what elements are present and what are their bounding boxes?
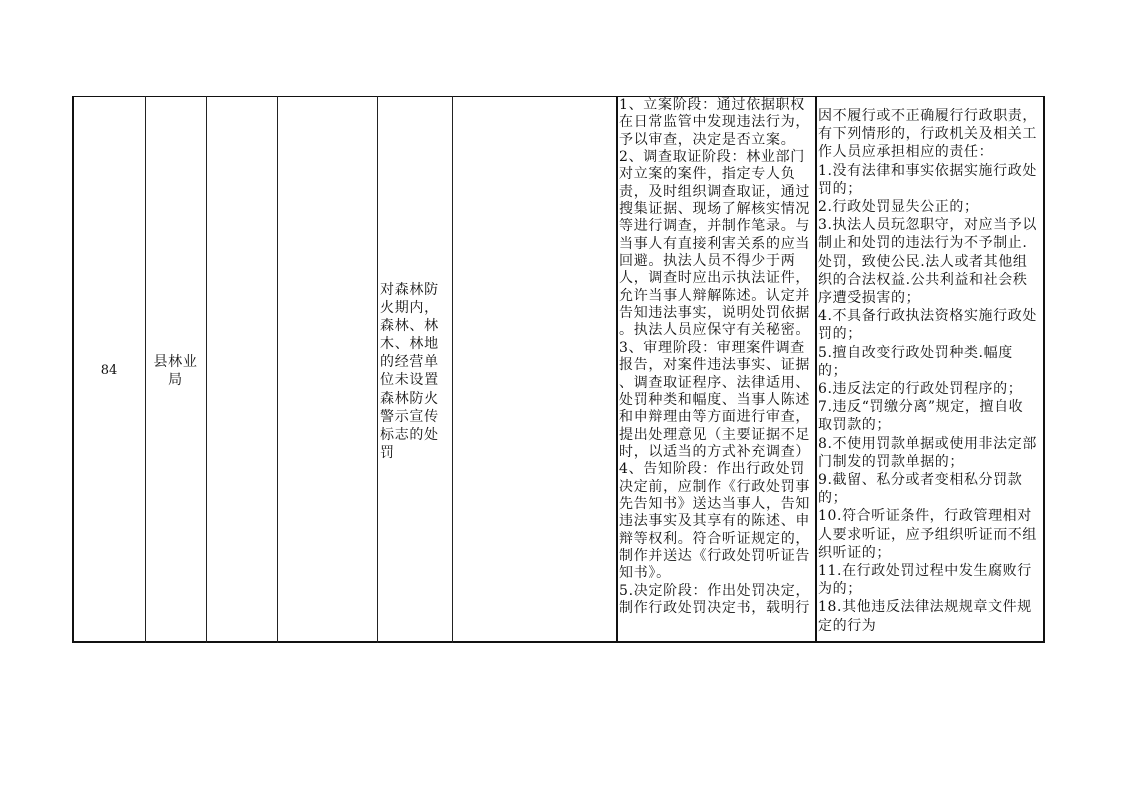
procedure-line: 决定前，应制作《行政处罚事 bbox=[619, 478, 811, 495]
procedure-line: 在日常监管中发现违法行为， bbox=[619, 114, 811, 131]
responsibility-line: 定的行为 bbox=[818, 617, 877, 634]
responsibility-line: 门制发的罚款单据的； bbox=[818, 453, 964, 470]
department-cell bbox=[146, 353, 205, 389]
responsibility-line: 取罚款的； bbox=[818, 417, 891, 434]
procedure-line: 时，以适当的方式补充调查） bbox=[619, 443, 811, 460]
procedure-line: 责，及时组织调查取证，通过 bbox=[619, 183, 811, 200]
row-number-cell: 84 bbox=[100, 363, 118, 378]
column-divider bbox=[815, 96, 817, 643]
procedure-line: 制作并送达《行政处罚听证告 bbox=[619, 547, 811, 564]
violation-item-line: 对森林防 bbox=[380, 282, 439, 298]
procedure-line: 。执法人员应保守有关秘密。 bbox=[619, 322, 811, 339]
procedure-line: 处罚种类和幅度、当事人陈述 bbox=[619, 391, 811, 408]
responsibility-line: 织的合法权益.公共利益和社会秩 bbox=[818, 271, 1028, 288]
column-divider bbox=[377, 96, 378, 643]
procedure-line: 2、调查取证阶段：林业部门 bbox=[619, 149, 806, 166]
column-divider bbox=[206, 96, 207, 643]
responsibility-line: 罚的； bbox=[818, 180, 862, 197]
responsibility-line: 5.擅自改变行政处罚种类.幅度 bbox=[818, 344, 1013, 361]
procedure-line: 报告，对案件违法事实、证据 bbox=[619, 357, 811, 374]
responsibility-line: 1.没有法律和事实依据实施行政处 bbox=[818, 162, 1037, 179]
responsibility-line: 的； bbox=[818, 490, 848, 507]
violation-item-line: 森林、林 bbox=[380, 318, 439, 335]
responsibility-line: 8.不使用罚款单据或使用非法定部 bbox=[818, 435, 1037, 452]
responsibility-line: 10.符合听证条件，行政管理相对 bbox=[818, 508, 1032, 525]
department-line: 局 bbox=[168, 372, 183, 388]
violation-item-line: 警示宣传 bbox=[380, 408, 439, 425]
procedure-line: 、调查取证程序、法律适用、 bbox=[619, 374, 811, 391]
violation-item-line: 标志的处 bbox=[380, 426, 439, 443]
responsibility-line: 11.在行政处罚过程中发生腐败行 bbox=[818, 563, 1032, 580]
responsibility-line: 18.其他违反法律法规规章文件规 bbox=[818, 599, 1032, 616]
responsibility-line: 作人员应承担相应的责任： bbox=[818, 144, 994, 161]
column-divider bbox=[277, 96, 278, 643]
procedure-line: 先告知书》送达当事人，告知 bbox=[619, 495, 811, 512]
procedure-line: 提出处理意见（主要证据不足 bbox=[619, 426, 811, 443]
procedure-line: 辩等权利。符合听证规定的， bbox=[619, 530, 811, 547]
responsibility-line: 罚的； bbox=[818, 326, 862, 343]
procedure-cell bbox=[619, 97, 814, 642]
violation-item-cell bbox=[380, 281, 451, 462]
procedure-line: 4、告知阶段：作出行政处罚 bbox=[619, 461, 806, 478]
responsibility-line: 人要求听证，应予组织听证而不组 bbox=[818, 526, 1037, 543]
procedure-line: 5.决定阶段：作出处罚决定， bbox=[619, 582, 811, 599]
procedure-line: 允许当事人辩解陈述。认定并 bbox=[619, 287, 811, 304]
procedure-line: 违法事实及其享有的陈述、申 bbox=[619, 513, 811, 530]
procedure-line: 制作行政处罚决定书，载明行 bbox=[619, 599, 811, 616]
procedure-line: 和申辩理由等方面进行审查， bbox=[619, 409, 811, 426]
responsibility-line: 处罚，致使公民.法人或者其他组 bbox=[818, 253, 1028, 270]
responsibility-line: 织听证的； bbox=[818, 544, 891, 561]
procedure-line: 予以审查，决定是否立案。 bbox=[619, 131, 796, 148]
responsibility-line: 2.行政处罚显失公正的； bbox=[818, 199, 979, 216]
procedure-line: 人，调查时应出示执法证件， bbox=[619, 270, 811, 287]
responsibility-cell bbox=[818, 107, 1043, 642]
procedure-line: 告知违法事实，说明处罚依据 bbox=[619, 305, 811, 322]
procedure-line: 等进行调查，并制作笔录。与 bbox=[619, 218, 811, 235]
responsibility-line: 的； bbox=[818, 362, 848, 379]
responsibility-line: 3.执法人员玩忽职守，对应当予以 bbox=[818, 217, 1037, 234]
procedure-line: 对立案的案件，指定专人负 bbox=[619, 166, 796, 183]
responsibility-line: 序遭受损害的； bbox=[818, 290, 921, 307]
violation-item-line: 木、林地 bbox=[380, 336, 439, 353]
column-divider bbox=[616, 96, 618, 643]
responsibility-line: 6.违反法定的行政处罚程序的； bbox=[818, 381, 1023, 398]
responsibility-line: 为的； bbox=[818, 581, 862, 598]
responsibility-line: 因不履行或不正确履行行政职责， bbox=[818, 108, 1037, 124]
violation-item-line: 罚 bbox=[380, 444, 395, 461]
procedure-line: 1、立案阶段：通过依据职权 bbox=[619, 97, 806, 113]
violation-item-line: 火期内， bbox=[380, 300, 439, 317]
responsibility-line: 有下列情形的，行政机关及相关工 bbox=[818, 126, 1037, 143]
department-line: 县林业 bbox=[153, 354, 198, 370]
responsibility-line: 7.违反“罚缴分离”规定，擅自收 bbox=[818, 399, 1024, 416]
procedure-line: 3、审理阶段：审理案件调查 bbox=[619, 339, 806, 356]
violation-item-line: 森林防火 bbox=[380, 390, 439, 407]
procedure-line: 回避。执法人员不得少于两 bbox=[619, 253, 796, 270]
violation-item-line: 位未设置 bbox=[380, 372, 439, 389]
responsibility-line: 4.不具备行政执法资格实施行政处 bbox=[818, 308, 1037, 325]
procedure-line: 知书》。 bbox=[619, 565, 671, 582]
procedure-line: 当事人有直接利害关系的应当 bbox=[619, 235, 811, 252]
responsibility-line: 制止和处罚的违法行为不予制止. bbox=[818, 235, 1028, 252]
violation-item-line: 的经营单 bbox=[380, 354, 439, 371]
column-divider bbox=[452, 96, 453, 643]
responsibility-line: 9.截留、私分或者变相私分罚款 bbox=[818, 472, 1023, 489]
procedure-line: 搜集证据、现场了解核实情况 bbox=[619, 201, 811, 218]
